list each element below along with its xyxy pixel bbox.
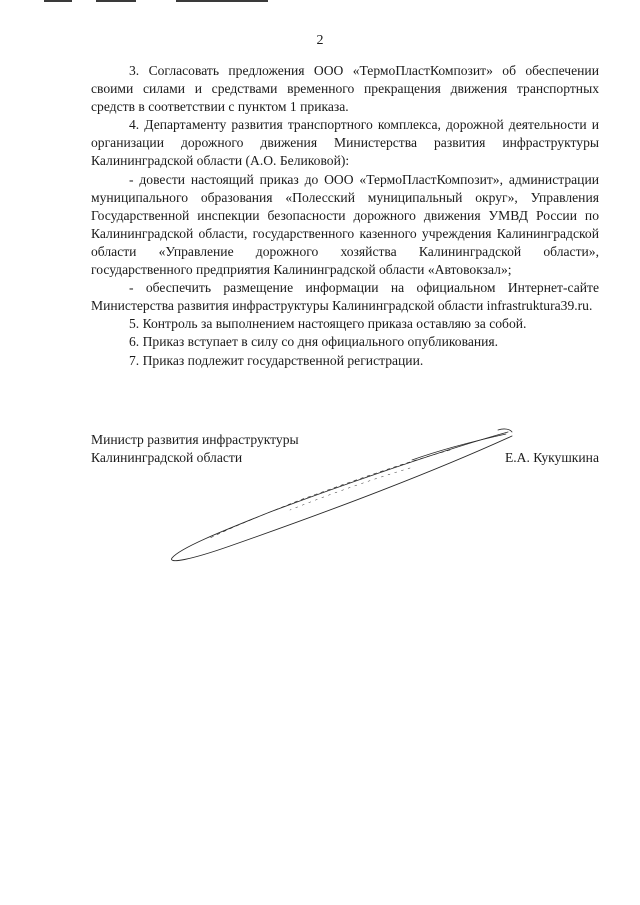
scan-edge-mark (96, 0, 136, 2)
scan-edge-mark (44, 0, 72, 2)
paragraph-item-7: 7. Приказ подлежит государственной регистрации. (129, 352, 424, 368)
signer-title-line2: Калининградской области (91, 450, 243, 466)
paragraph-item-5: 5. Контроль за выполнением настоящего приказа оставляю за собой. (129, 316, 527, 332)
page-number: 2 (316, 33, 324, 48)
paragraph-item-3: 3. Согласовать предложения ООО «ТермоПластКомпозит» об обеспечении своими силами и средствами временного прекращения движения транспортных средств в соответствии с пунктом 1 приказа. (91, 63, 599, 115)
scan-edge-mark (176, 0, 268, 2)
paragraph-item-6: 6. Приказ вступает в силу со дня официального опубликования. (129, 334, 499, 350)
handwritten-signature (150, 420, 530, 580)
document-body (91, 62, 599, 370)
signer-title-line1: Министр развития инфраструктуры (91, 432, 299, 447)
paragraph-item-4: 4. Департаменту развития транспортного комплекса, дорожной деятельности и организации дорожного движения Министерства развития инфраструктуры Калининградской области (А.О. Беликовой): (91, 117, 599, 169)
paragraph-bullet-notify: - довести настоящий приказ до ООО «ТермоПластКомпозит», администрации муниципального образования «Полесский муниципальный округ», Управления Государственной инспекции безопасности дорожного движения УМВД России по Калининградской области, государственного казенного учреждения Калининградской области «Управление дорожного хозяйства Калининградской области», государственного предприятия Калининградской области «Автовокзал»; (91, 171, 599, 278)
signer-name: Е.А. Кукушкина (504, 450, 599, 465)
paragraph-bullet-publish: - обеспечить размещение информации на официальном Интернет-сайте Министерства развития инфраструктуры Калининградской области infrastruktura39.ru. (91, 280, 599, 314)
